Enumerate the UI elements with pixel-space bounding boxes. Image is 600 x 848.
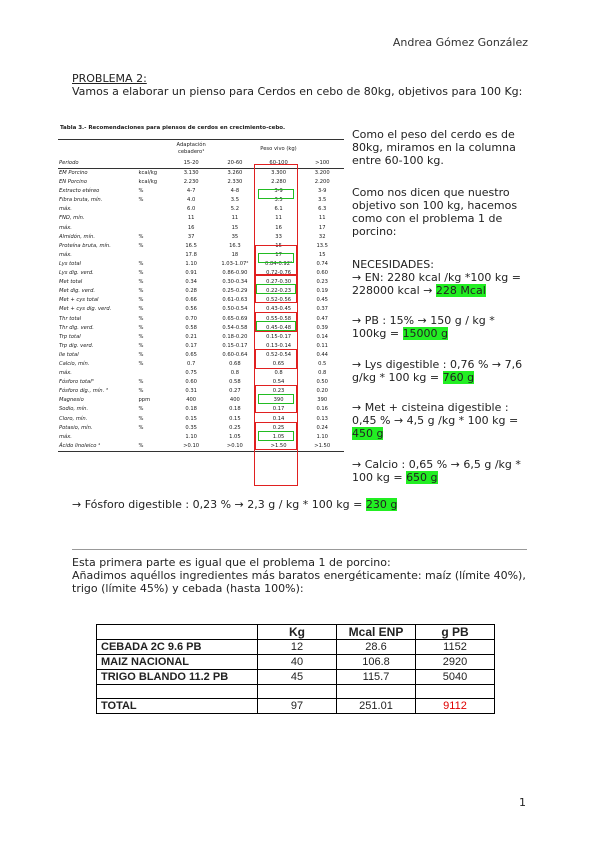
table-cell: %	[138, 342, 144, 349]
need-ca-text: → Calcio : 0,65 % → 6,5 g /kg * 100 kg =	[352, 458, 521, 484]
table-cell: 15	[275, 242, 282, 249]
table-row	[58, 242, 344, 251]
table-row	[58, 214, 344, 223]
highlight-pb	[258, 253, 294, 263]
table-row	[58, 169, 344, 179]
table-cell: Extracto etéreo	[59, 188, 100, 195]
table-cell: 0.24	[316, 424, 328, 431]
table-cell: %	[138, 279, 144, 286]
table-cell: 0.68	[229, 360, 241, 367]
table-cell: 0.27	[229, 388, 241, 395]
total-pb: 9112	[416, 699, 495, 714]
table-cell: 0.11	[316, 342, 328, 349]
table-cell: 1.10	[185, 433, 197, 440]
divider	[72, 549, 527, 550]
table-cell: 0.13-0.14	[266, 342, 292, 349]
table-cell: 33	[275, 233, 282, 240]
total-label: TOTAL	[97, 699, 258, 714]
table-row	[58, 405, 344, 414]
need-pb-text: → PB : 15% → 150 g / kg * 100kg =	[352, 314, 495, 340]
table-cell: 1.05	[272, 433, 285, 440]
table-row	[58, 433, 344, 442]
table-cell: %	[138, 270, 144, 277]
table-cell: 0.15	[229, 415, 241, 422]
highlight-en	[258, 189, 294, 199]
table-cell: EN Porcino	[59, 179, 87, 186]
ingredient-kg: 12	[258, 640, 337, 655]
table-cell: 0.30-0.34	[222, 279, 248, 286]
table-cell: 0.70	[185, 315, 197, 322]
table-cell: 2.280	[271, 179, 287, 186]
table-cell: Magnesio	[59, 397, 84, 404]
column-header: Mcal ENP	[337, 625, 416, 640]
table-cell: %	[138, 242, 144, 249]
table-cell: 400	[186, 397, 197, 404]
table-cell: >0.10	[183, 442, 200, 449]
table-cell: máx.	[59, 433, 72, 440]
column-header: >100	[315, 160, 330, 166]
table-cell: 0.55-0.58	[266, 315, 292, 322]
table-row	[58, 260, 344, 269]
table-cell: EM Porcino	[59, 170, 88, 176]
table-cell: 0.56	[185, 306, 197, 313]
ingredient-pb: 5040	[416, 670, 495, 685]
table-cell: 2.200	[314, 179, 330, 186]
ingredient-mcal: 115.7	[337, 670, 416, 685]
table-cell: 0.13	[316, 415, 328, 422]
table-cell: 0.61-0.63	[222, 297, 248, 304]
table-cell: Met + cys total	[59, 297, 99, 304]
table-row	[58, 296, 344, 305]
table-cell: 18	[231, 251, 239, 258]
table-cell: máx.	[59, 370, 72, 377]
table-cell: 0.15-0.17	[222, 342, 248, 349]
highlight-met	[256, 321, 296, 331]
table-cell: %	[138, 442, 144, 449]
table-cell: 0.84-0.92²	[265, 260, 293, 267]
table-cell: 0.14	[316, 333, 328, 340]
table-row	[58, 224, 344, 233]
table-cell: %	[138, 324, 144, 331]
highlight-thr-box	[255, 349, 297, 369]
need-pb	[352, 314, 527, 340]
table-row	[58, 251, 344, 260]
table-cell: 17	[318, 224, 326, 231]
recommendations-table-image	[56, 125, 346, 485]
table-caption: Tabla 3.- Recomendaciones para piensos de cerdos en crecimiento-cebo.	[60, 125, 286, 131]
table-row	[58, 305, 344, 314]
table-cell: 17	[275, 251, 282, 258]
table-cell: %	[138, 415, 144, 422]
table-cell: %	[138, 424, 144, 431]
table-cell: 0.19	[316, 288, 328, 295]
table-cell: %	[138, 360, 144, 367]
table-cell: 0.52-0.54	[266, 351, 292, 358]
table-cell	[138, 224, 170, 233]
ingredients-intro-line2: Añadimos aquéllos ingredientes más baratos energéticamente: maíz (límite 40%), trigo (límite 45%) y cebada (hasta 100%):	[72, 569, 526, 595]
table-cell: 0.75	[185, 370, 197, 377]
need-en-text: → EN: 2280 kcal /kg *100 kg = 228000 kcal →	[352, 271, 521, 297]
table-cell: 4-8	[230, 188, 240, 195]
table-cell: 0.28	[185, 288, 197, 295]
table-row	[58, 424, 344, 433]
table-cell: %	[138, 260, 144, 267]
table-cell	[138, 214, 170, 223]
table-row	[58, 351, 344, 360]
table-cell: >0.10	[226, 442, 243, 449]
ingredient-pb: 2920	[416, 655, 495, 670]
table-row	[58, 187, 344, 196]
need-met	[352, 401, 527, 440]
table-cell: 32	[318, 233, 326, 240]
table-cell: 0.7	[187, 360, 196, 367]
table-cell: Lys total	[59, 260, 81, 267]
table-cell: 16	[275, 224, 282, 231]
table-cell: 0.15-0.17	[266, 333, 292, 340]
table-cell: 11	[275, 215, 282, 222]
table-cell: 0.65	[185, 351, 197, 358]
table-cell: 3.300	[271, 170, 287, 176]
table-cell: 35	[231, 233, 239, 240]
table-cell: 11	[318, 215, 326, 222]
table-cell: %	[138, 315, 144, 322]
table-cell: %	[138, 306, 144, 313]
total-mcal: 251.01	[337, 699, 416, 714]
table-cell: máx.	[59, 251, 72, 258]
column-header: 15-20	[183, 160, 199, 166]
group-header-adaptation: Adaptación cebadero¹	[176, 142, 206, 155]
blank-row	[97, 685, 495, 699]
table-cell: 0.21	[185, 333, 197, 340]
recommendations-table	[58, 139, 344, 452]
table-cell: 15	[231, 224, 239, 231]
table-cell: %	[138, 351, 144, 358]
table-cell: Fósforo dig., mín. ³	[59, 388, 108, 395]
table-cell: 390	[317, 397, 328, 404]
column-header: 20-60	[227, 160, 243, 166]
table-cell: Sodio, mín.	[59, 406, 89, 413]
table-cell: 37	[187, 233, 195, 240]
table-cell: Fibra bruta, mín.	[59, 197, 103, 204]
column-header-row	[58, 158, 344, 169]
needs-title: NECESIDADES:	[352, 258, 434, 271]
table-row	[58, 387, 344, 396]
table-cell: 0.91	[185, 270, 197, 277]
table-cell: 0.45	[316, 297, 328, 304]
table-cell: 3.5	[274, 197, 283, 204]
table-row	[58, 196, 344, 205]
table-cell: 400	[229, 397, 240, 404]
column-header: Kg	[258, 625, 337, 640]
table-cell: 0.72-0.76	[266, 270, 292, 277]
table-row	[58, 269, 344, 278]
ingredients-table	[96, 624, 495, 714]
table-row	[58, 233, 344, 242]
table-row	[97, 670, 495, 685]
need-phosphorus-result: 230 g	[365, 498, 398, 511]
table-cell: 390	[273, 397, 284, 404]
table-cell: 6.3	[318, 206, 327, 213]
table-cell: 0.74	[316, 260, 328, 267]
table-cell: 0.54-0.58	[222, 324, 248, 331]
table-cell: 0.17	[272, 406, 285, 413]
table-cell: 0.18	[185, 406, 197, 413]
table-cell: 0.37	[316, 306, 328, 313]
table-cell: 0.50-0.54	[222, 306, 248, 313]
table-cell: Met + cys dig. verd.	[59, 306, 112, 313]
table-cell: >1.50	[270, 442, 287, 449]
table-row	[58, 315, 344, 324]
problem-title: PROBLEMA 2:	[72, 72, 147, 85]
note-weight: Como el peso del cerdo es de 80kg, miramos en la columna entre 60-100 kg.	[352, 128, 516, 167]
table-cell: 0.45-0.48	[266, 324, 292, 331]
ingredients-intro-line1: Esta primera parte es igual que el problema 1 de porcino:	[72, 556, 391, 569]
table-row	[58, 396, 344, 405]
table-cell: máx.	[59, 224, 72, 231]
table-row	[58, 369, 344, 378]
table-cell: Calcio, mín.	[59, 360, 90, 367]
table-row	[58, 278, 344, 287]
table-cell: 11	[187, 215, 195, 222]
table-cell: %	[138, 406, 144, 413]
table-cell: 0.54	[272, 379, 285, 386]
table-cell: 3-9	[317, 188, 327, 195]
table-row	[58, 360, 344, 369]
table-row	[58, 415, 344, 424]
table-cell: 0.43-0.45	[266, 306, 292, 313]
table-cell	[138, 433, 170, 442]
table-cell: 0.47	[316, 315, 328, 322]
table-cell: 0.23	[272, 388, 285, 395]
table-cell: Almidón, mín.	[59, 233, 95, 240]
table-cell: Trp total	[59, 333, 81, 340]
need-phosphorus-text: → Fósforo digestible : 0,23 % → 2,3 g / kg * 100 kg =	[72, 498, 366, 511]
intro-text: Vamos a elaborar un pienso para Cerdos en cebo de 80kg, objetivos para 100 Kg:	[72, 85, 523, 98]
table-cell: 2.230	[183, 179, 199, 186]
ingredient-name: MAIZ NACIONAL	[97, 655, 258, 670]
table-cell: 0.58	[229, 379, 241, 386]
table-row	[58, 178, 344, 187]
table-cell: 0.60	[316, 270, 328, 277]
table-row	[97, 655, 495, 670]
table-cell	[138, 205, 170, 214]
table-row	[58, 442, 344, 452]
group-header-weight: Peso vivo (kg)	[260, 146, 297, 152]
table-cell: 0.52-0.56	[266, 297, 292, 304]
table-cell: 16	[187, 224, 195, 231]
table-cell: 0.58	[185, 324, 197, 331]
total-row	[97, 699, 495, 714]
table-cell: %	[138, 379, 144, 386]
need-met-text: → Met + cisteina digestible : 0,45 % → 4,5 g /kg * 100 kg =	[352, 401, 519, 427]
table-row	[58, 324, 344, 333]
table-cell: 0.15	[185, 415, 197, 422]
need-phosphorus	[72, 498, 397, 511]
need-lys	[352, 358, 527, 384]
need-en-result: 228 Mcal	[435, 284, 486, 297]
ingredients-intro	[72, 556, 527, 595]
table-cell: Ile total	[59, 351, 79, 358]
table-cell: 3.5	[230, 197, 239, 204]
table-cell: 3.5	[318, 197, 327, 204]
table-cell: 0.60-0.64	[222, 351, 248, 358]
highlight-lys	[256, 284, 296, 294]
table-cell: 0.50	[316, 379, 328, 386]
column-header: 60-100	[269, 160, 288, 166]
table-cell: 1.03-1.07²	[221, 260, 249, 267]
table-cell: máx.	[59, 206, 72, 213]
ingredient-kg: 45	[258, 670, 337, 685]
highlight-ca	[258, 394, 294, 404]
table-cell: 0.25	[229, 424, 241, 431]
table-cell: kcal/kg	[138, 179, 158, 186]
table-cell: 1.10	[316, 433, 328, 440]
column-header	[97, 625, 258, 640]
ingredient-name: TRIGO BLANDO 11.2 PB	[97, 670, 258, 685]
table-cell: 0.65-0.69	[222, 315, 248, 322]
table-cell: Trp dig. verd.	[59, 342, 94, 349]
table-cell: %	[138, 388, 144, 395]
table-cell: 0.18-0.20	[222, 333, 248, 340]
table-cell: 13.5	[316, 242, 328, 249]
table-cell: Lys dig. verd.	[59, 270, 94, 277]
page-number: 1	[519, 796, 526, 809]
table-row	[58, 333, 344, 342]
column-header: g PB	[416, 625, 495, 640]
table-cell: 0.5	[318, 360, 327, 367]
column-header: Periodo	[59, 160, 79, 166]
table-cell: 1.05	[229, 433, 241, 440]
table-cell: 0.60	[185, 379, 197, 386]
table-cell: Met total	[59, 279, 83, 286]
table-row	[58, 287, 344, 296]
table-cell: Thr dig. verd.	[59, 324, 94, 331]
table-cell: %	[138, 197, 144, 204]
table-cell: Ácido linoleico ⁴	[59, 442, 101, 449]
table-cell: 0.39	[316, 324, 328, 331]
table-cell: 3.130	[183, 170, 199, 176]
table-cell: 3-9	[274, 188, 283, 195]
table-cell: 5.2	[230, 206, 239, 213]
need-pb-result: 15000 g	[402, 327, 449, 340]
table-cell: 0.22-0.23	[266, 288, 292, 295]
table-cell: 0.66	[185, 297, 197, 304]
table-row	[97, 640, 495, 655]
table-cell: 1.10	[185, 260, 197, 267]
table-cell: 0.27-0.30	[266, 279, 292, 286]
total-kg: 97	[258, 699, 337, 714]
table-cell: 16.3	[229, 242, 241, 249]
need-met-result: 450 g	[352, 427, 384, 440]
highlight-p	[258, 431, 294, 441]
table-cell: 0.44	[316, 351, 328, 358]
table-cell	[138, 369, 170, 378]
table-cell: %	[138, 233, 144, 240]
table-cell: Potasio, mín.	[59, 424, 93, 431]
table-cell: 0.86-0.90	[222, 270, 248, 277]
table-cell: 15	[318, 251, 326, 258]
table-cell: %	[138, 188, 144, 195]
table-cell: kcal/kg	[138, 170, 158, 176]
table-cell: 0.18	[229, 406, 241, 413]
column-header	[138, 158, 170, 169]
table-cell	[138, 251, 170, 260]
ingredient-mcal: 28.6	[337, 640, 416, 655]
table-cell: Met dig. verd.	[59, 288, 96, 295]
table-cell: 0.17	[185, 342, 197, 349]
table-cell: 0.8	[230, 370, 239, 377]
table-cell: 0.8	[274, 370, 283, 377]
need-ca-result: 650 g	[406, 471, 438, 484]
ingredient-name: CEBADA 2C 9.6 PB	[97, 640, 258, 655]
table-cell: 4.0	[187, 197, 196, 204]
table-cell: ppm	[138, 397, 151, 404]
ingredient-mcal: 106.8	[337, 655, 416, 670]
ingredients-header-row	[97, 625, 495, 640]
table-cell: 3.260	[227, 170, 243, 176]
table-cell: Thr total	[59, 315, 82, 322]
table-cell: 16.5	[185, 242, 197, 249]
table-cell: Proteína bruta, mín.	[59, 242, 111, 249]
table-cell: 0.8	[318, 370, 327, 377]
need-en	[352, 271, 527, 297]
table-cell: 0.25-0.29	[222, 288, 248, 295]
table-cell: 0.23	[316, 279, 328, 286]
table-cell: 11	[231, 215, 239, 222]
note-objective: Como nos dicen que nuestro objetivo son 100 kg, hacemos como con el problema 1 de porcino:	[352, 186, 518, 238]
table-cell: 3.200	[314, 170, 330, 176]
table-cell: 0.25	[272, 424, 285, 431]
author-name: Andrea Gómez González	[392, 36, 528, 49]
table-cell: FND, mín.	[59, 215, 85, 222]
table-cell: 4-7	[186, 188, 196, 195]
table-cell: 0.34	[185, 279, 197, 286]
table-row	[58, 205, 344, 214]
ingredient-pb: 1152	[416, 640, 495, 655]
ingredient-kg: 40	[258, 655, 337, 670]
table-cell: %	[138, 333, 144, 340]
table-cell: 17.8	[185, 251, 197, 258]
table-cell: %	[138, 297, 144, 304]
table-cell: 2.330	[227, 179, 243, 186]
table-cell: 0.16	[316, 406, 328, 413]
table-cell: 0.20	[316, 388, 328, 395]
table-cell: %	[138, 288, 144, 295]
table-cell: Cloro, mín.	[59, 415, 88, 422]
table-cell: 6.1	[274, 206, 283, 213]
table-row	[58, 378, 344, 387]
need-ca	[352, 458, 527, 484]
table-cell: 6.0	[187, 206, 196, 213]
table-cell: 0.31	[185, 388, 197, 395]
table-cell: Fósforo total³	[59, 379, 94, 386]
table-cell: 0.35	[185, 424, 197, 431]
table-cell: >1.50	[314, 442, 331, 449]
table-row	[58, 342, 344, 351]
table-cell: 0.65	[272, 360, 285, 367]
table-cell: 0.14	[272, 415, 285, 422]
need-lys-result: 760 g	[442, 371, 475, 384]
need-lys-text: → Lys digestible : 0,76 % → 7,6 g/kg * 100 kg =	[352, 358, 523, 384]
